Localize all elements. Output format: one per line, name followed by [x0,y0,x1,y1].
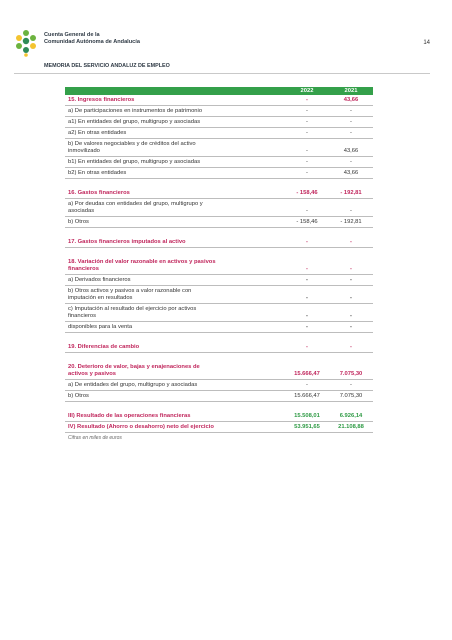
table-row [65,117,373,128]
row-label: 17. Gastos financieros imputados al activo [68,238,186,245]
value-2021: 43,66 [343,147,359,154]
value-2021: - [350,207,352,214]
value-2022: - [306,158,308,165]
value-2021: - [350,129,352,136]
row-label-line-2: inmovilizado [68,147,100,154]
table-row [65,199,373,217]
table-footnote: Cifras en miles de euros [68,435,122,441]
row-label [68,288,285,302]
header-divider [14,73,430,74]
value-2022: - [306,118,308,125]
table-row [65,322,373,333]
value-2022: - 158,46 [296,189,318,196]
value-2022: - [306,265,308,272]
row-label-line-1: a) Por deudas con entidades del grupo, multigrupo y [68,200,203,207]
org-line-1: Cuenta General de la [44,32,100,38]
value-2021: 43,66 [343,169,359,176]
table-row [65,157,373,168]
row-label [68,306,285,320]
value-2021: 21.108,88 [338,423,364,430]
value-2021: - [350,343,352,350]
section-15-row [65,95,373,106]
row-label: a2) En otras entidades [68,129,127,136]
value-2021: - 192,81 [340,218,362,225]
value-2022: - [306,381,308,388]
row-label-line-2: imputación en resultados [68,294,133,301]
page-number: 14 [423,40,430,46]
row-label: 19. Diferencias de cambio [68,343,140,350]
value-2021: 7.075,30 [339,392,363,399]
value-2021: - [350,323,352,330]
row-label: 15. Ingresos financieros [68,96,135,103]
row-label-line-2: asociadas [68,207,95,214]
section-20-row [65,362,373,380]
row-label [68,364,285,378]
value-2022: - [306,169,308,176]
section-16-row [65,188,373,199]
row-label: disponibles para la venta [68,323,133,330]
value-2022: - [306,312,308,319]
financial-results-table [65,87,373,441]
row-label [68,141,285,155]
row-label: a1) En entidades del grupo, multigrupo y asociadas [68,118,201,125]
value-2021: - [350,381,352,388]
org-line-2: Comunidad Autónoma de Andalucía [44,39,140,45]
table-row [65,391,373,402]
row-label: b) Otros [68,392,89,399]
row-label: IV) Resultado (Ahorro o desahorro) neto del ejercicio [68,423,214,430]
value-2021: 7.075,30 [339,370,363,377]
table-row [65,106,373,117]
value-2021: - [350,276,352,283]
table-row [65,168,373,179]
section-19-row [65,342,373,353]
value-2022: - 158,46 [296,218,318,225]
row-label: b1) En entidades del grupo, multigrupo y asociadas [68,158,201,165]
row-label: a) Derivados financieros [68,276,131,283]
row-label-line-2: activos y pasivos [68,370,117,377]
table-row [65,380,373,391]
row-label-line-2: financieros [68,312,97,319]
value-2021: - [350,238,352,245]
document-subtitle: MEMORIA DEL SERVICIO ANDALUZ DE EMPLEO [44,63,170,69]
table-row [65,304,373,322]
value-2021: - [350,312,352,319]
value-2022: - [306,276,308,283]
row-label [68,201,285,215]
row-label-line-1: b) De valores negociables y de créditos del activo [68,140,196,147]
table-row [65,286,373,304]
row-label-line-2: financieros [68,265,99,272]
value-2021: 6.926,14 [339,412,363,419]
row-label: III) Resultado de las operaciones financieras [68,412,191,419]
row-label: b2) En otras entidades [68,169,127,176]
value-2022: - [306,323,308,330]
column-header-2022: 2022 [300,88,314,94]
value-2022: - [306,238,308,245]
value-2022: - [306,294,308,301]
row-label: a) De participaciones en instrumentos de patrimonio [68,107,203,114]
row-label-line-1: 18. Variación del valor razonable en activos y pasivos [68,258,216,265]
value-2021: - [350,158,352,165]
value-2022: - [306,147,308,154]
value-2022: 53.951,65 [294,423,320,430]
value-2022: 15.508,01 [294,412,320,419]
organization-name [44,32,140,46]
row-label-line-1: 20. Deterioro de valor, bajas y enajenaciones de [68,363,200,370]
value-2021: - [350,294,352,301]
table-row [65,217,373,228]
value-2022: - [306,129,308,136]
value-2022: 15.666,47 [294,370,320,377]
table-row [65,275,373,286]
row-label-line-1: c) Imputación al resultado del ejercicio por activos [68,305,197,312]
row-label-line-1: b) Otros activos y pasivos a valor razonable con [68,287,192,294]
row-label [68,259,285,273]
section-17-row [65,237,373,248]
row-label: 16. Gastos financieros [68,189,130,196]
value-2021: - [350,107,352,114]
result-iii-row [65,411,373,422]
row-label: b) Otros [68,218,89,225]
result-iv-row [65,422,373,433]
row-label: a) De entidades del grupo, multigrupo y asociadas [68,381,198,388]
value-2022: 15.666,47 [294,392,320,399]
andalucia-logo [14,29,38,57]
section-18-row [65,257,373,275]
table-row [65,128,373,139]
value-2022: - [306,207,308,214]
value-2021: - 192,81 [340,189,362,196]
value-2021: - [350,118,352,125]
value-2022: - [306,96,308,103]
value-2022: - [306,107,308,114]
table-row [65,139,373,157]
value-2021: - [350,265,352,272]
value-2022: - [306,343,308,350]
value-2021: 43,66 [343,96,359,103]
column-header-2021: 2021 [344,88,358,94]
table-header-row [65,87,373,95]
